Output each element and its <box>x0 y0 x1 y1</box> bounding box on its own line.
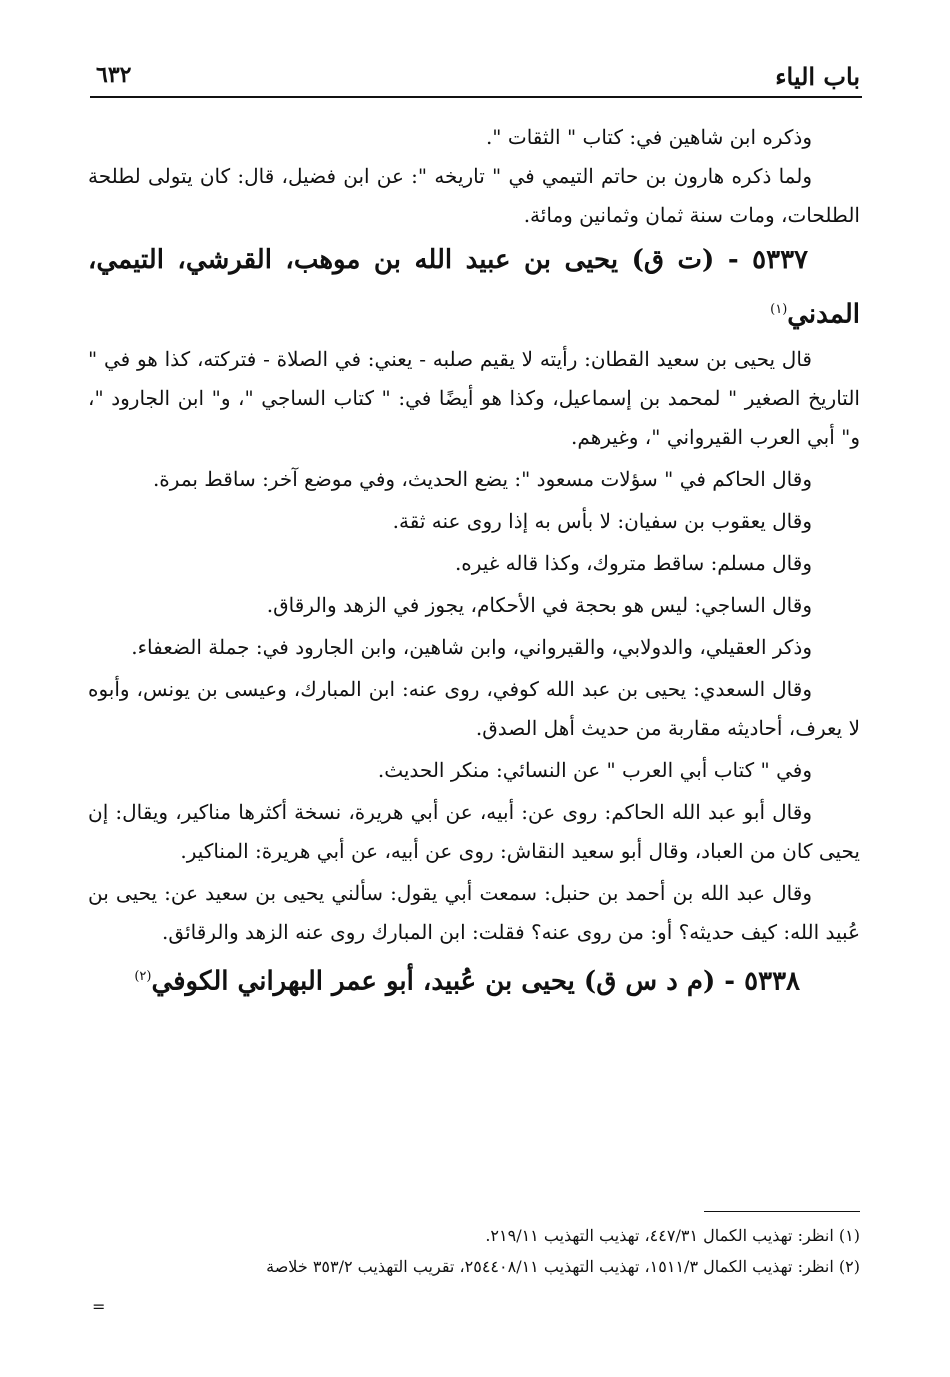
footnote-ref: (٢) <box>134 968 152 984</box>
paragraph: وقال عبد الله بن أحمد بن حنبل: سمعت أبي يقول: سألني يحيى بن سعيد عن: يحيى بن عُبيد الله: كيف حديثه؟ أو: من روى عنه؟ فقلت: ابن المبارك روى عنه الزهد والرقائق. <box>88 880 860 944</box>
paragraph: وفي " كتاب أبي العرب " عن النسائي: منكر الحديث. <box>377 757 812 782</box>
footnote-ref: (١) <box>770 302 788 317</box>
footnote-divider <box>704 1211 860 1212</box>
paragraph: وقال أبو عبد الله الحاكم: روى عن: أبيه، عن أبي هريرة، نسخة أكثرها مناكير، ويقال: إن يحيى كان من العباد، وقال أبو سعيد النقاش: روى عن أبيه، عن أبي هريرة: المناكير. <box>88 799 860 863</box>
paragraph: وقال الساجي: ليس هو بحجة في الأحكام، يجوز في الزهد والرقاق. <box>266 592 812 617</box>
main-text <box>88 118 860 1006</box>
paragraph: وذكره ابن شاهين في: كتاب " الثقات ". <box>485 125 812 149</box>
paragraph: وقال مسلم: ساقط متروك، وكذا قاله غيره. <box>454 550 812 575</box>
page-number: ٦٣٢ <box>96 62 132 88</box>
header-divider <box>90 96 862 98</box>
entry-heading-5337 <box>88 235 860 340</box>
paragraph: وذكر العقيلي، والدولابي، والقيرواني، وابن شاهين، وابن الجارود في: جملة الضعفاء. <box>131 634 812 659</box>
paragraph: وقال يعقوب بن سفيان: لا بأس به إذا روى عنه ثقة. <box>392 508 812 533</box>
entry-title: ٥٣٣٨ - (م د س ق) يحيى بن عُبيد، أبو عمر البهراني الكوفي <box>151 966 800 997</box>
continuation-mark: = <box>92 1297 106 1316</box>
page-header <box>96 54 860 94</box>
entry-title: ٥٣٣٧ - (ت ق) يحيى بن عبيد الله بن موهب، القرشي، التيمي، المدني <box>88 245 860 330</box>
footnote: (٢) انظر: تهذيب الكمال ١٥١١/٣، تهذيب التهذيب ٢٥٤٤٠٨/١١، تقريب التهذيب ٣٥٣/٢ خلاصة <box>266 1257 860 1276</box>
section-title: باب الياء <box>775 62 860 91</box>
paragraph: قال يحيى بن سعيد القطان: رأيته لا يقيم صلبه - يعني: في الصلاة - فتركته، كذا هو في " التاريخ الصغير " لمحمد بن إسماعيل، وكذا هو أيضًا في: " كتاب الساجي "، و" ابن الجارود "، و" أبي العرب القيرواني "، وغيرهم. <box>88 346 860 449</box>
footnote: (١) انظر: تهذيب الكمال ٤٤٧/٣١، تهذيب التهذيب ٢١٩/١١. <box>485 1226 860 1245</box>
paragraph: وقال الحاكم في " سؤلات مسعود ": يضع الحديث، وفي موضع آخر: ساقط بمرة. <box>152 466 812 491</box>
paragraph: وقال السعدي: يحيى بن عبد الله كوفي، روى عنه: ابن المبارك، وعيسى بن يونس، وأبوه لا يعرف، أحاديثه مقاربة من حديث أهل الصدق. <box>88 676 860 740</box>
paragraph: ولما ذكره هارون بن حاتم التيمي في " تاريخه ": عن ابن فضيل، قال: كان يتولى لطلحة الطلحات، ومات سنة ثمان وثمانين ومائة. <box>88 164 860 227</box>
entry-heading-5338 <box>88 952 860 1007</box>
footnotes <box>88 1220 860 1282</box>
